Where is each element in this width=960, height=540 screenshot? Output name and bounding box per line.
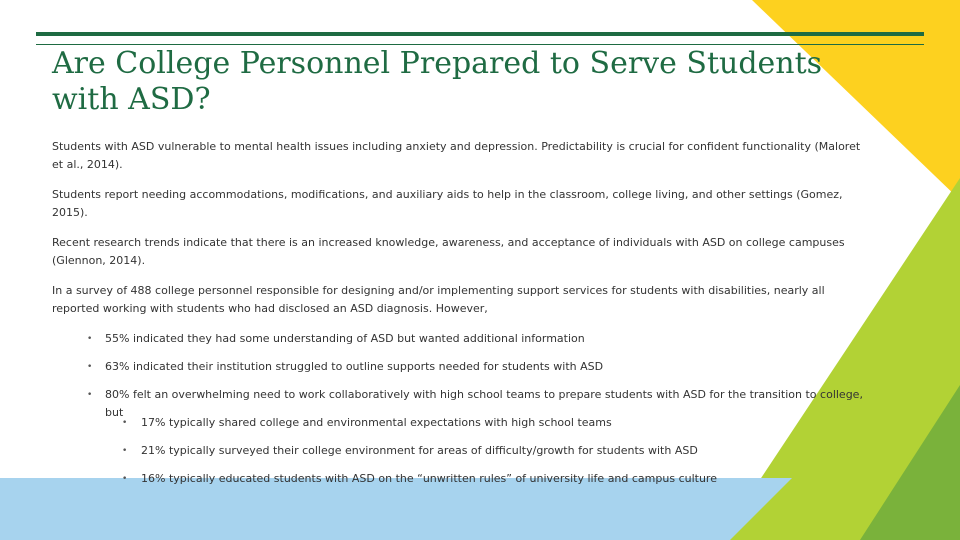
sub-bullet-text: 16% typically educated students with ASD on the “unwritten rules” of university life and campus culture <box>141 472 717 485</box>
list-item <box>122 470 872 498</box>
list-item <box>122 414 872 442</box>
sub-bullet-text: 21% typically surveyed their college environment for areas of difficulty/growth for students with ASD <box>141 444 698 457</box>
title-rule-thin <box>36 44 924 45</box>
title-rule-thick <box>36 32 924 36</box>
paragraph-4: In a survey of 488 college personnel responsible for designing and/or implementing support services for students with disabilities, nearly all reported working with students who had disclosed an ASD diagnosis. However, <box>52 284 825 315</box>
bullet-marker: • <box>87 362 93 372</box>
slide-title: Are College Personnel Prepared to Serve Students with ASD? <box>52 46 823 117</box>
paragraph-3: Recent research trends indicate that there is an increased knowledge, awareness, and acceptance of individuals with ASD on college campuses (Glennon, 2014). <box>52 236 845 267</box>
bullet-list <box>52 330 872 419</box>
bullet-text: 80% felt an overwhelming need to work collaboratively with high school teams to prepare students with ASD for the transition to college, but <box>105 388 863 419</box>
bullet-text: 63% indicated their institution struggled to outline supports needed for students with ASD <box>105 360 604 373</box>
bullet-marker: • <box>122 418 128 428</box>
list-item <box>122 442 872 470</box>
list-item <box>87 330 872 358</box>
bullet-text: 55% indicated they had some understanding of ASD but wanted additional information <box>105 332 585 345</box>
bullet-marker: • <box>122 446 128 456</box>
sub-bullet-text: 17% typically shared college and environmental expectations with high school teams <box>141 416 612 429</box>
sub-bullet-list <box>52 414 872 498</box>
bullet-marker: • <box>87 390 93 400</box>
bullet-marker: • <box>87 334 93 344</box>
paragraph-1: Students with ASD vulnerable to mental health issues including anxiety and depression. Predictability is crucial for confident functionality (Maloret et al., 2014). <box>52 140 861 171</box>
list-item <box>87 358 872 386</box>
slide-body <box>52 138 872 498</box>
list-item <box>87 386 872 419</box>
bullet-marker: • <box>122 474 128 484</box>
paragraph-2: Students report needing accommodations, modifications, and auxiliary aids to help in the classroom, college living, and other settings (Gomez, 2015). <box>52 188 843 219</box>
